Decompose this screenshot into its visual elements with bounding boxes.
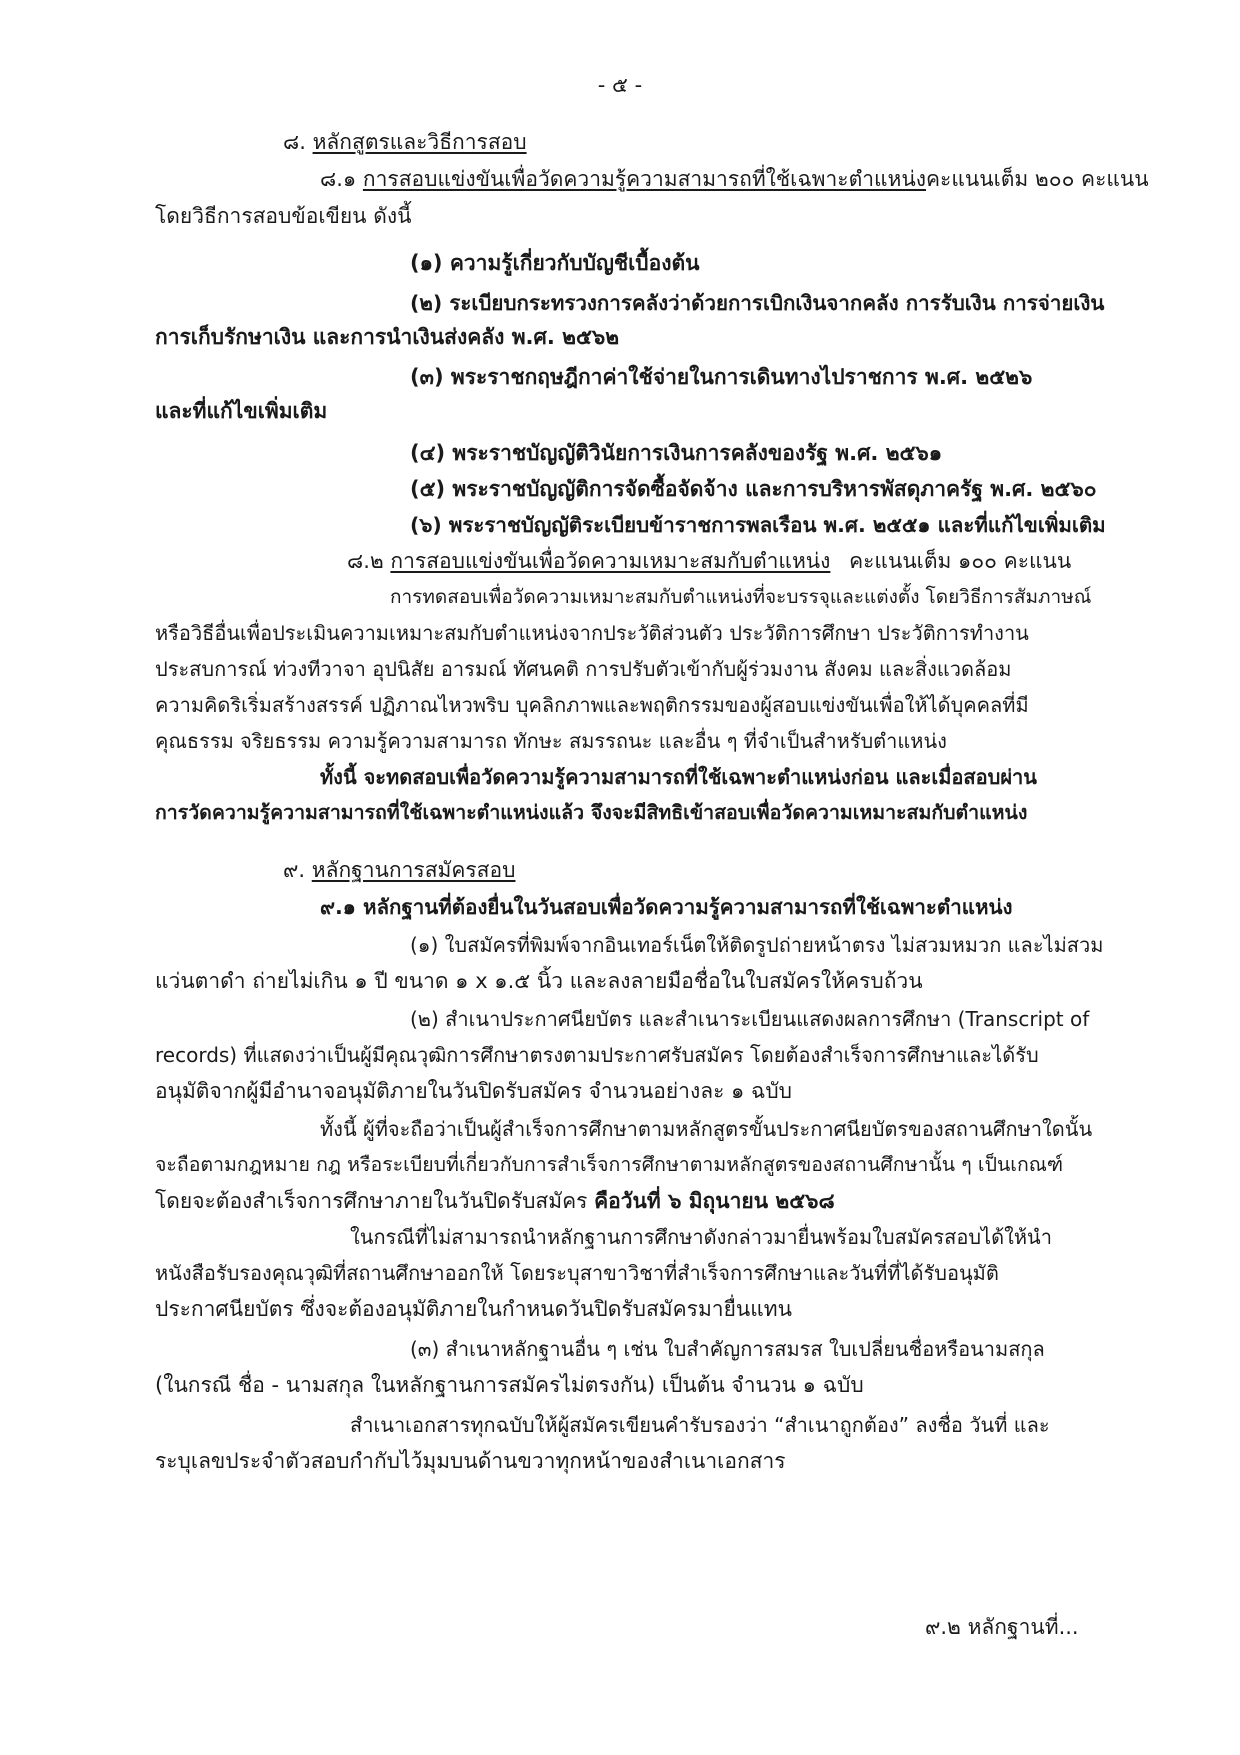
section-8-2-note-1: ทั้งนี้ จะทดสอบเพื่อวัดความรู้ความสามารถที่ใช้เฉพาะตำแหน่งก่อน และเมื่อสอบผ่าน bbox=[320, 765, 1037, 789]
exam-subject-1: (๑) ความรู้เกี่ยวกับบัญชีเบื้องต้น bbox=[410, 251, 700, 275]
evidence-2-line-1: (๒) สำเนาประกาศนียบัตร และสำเนาระเบียนแสดงผลการศึกษา (Transcript of bbox=[410, 1007, 1090, 1031]
alternative-doc-line-1: ในกรณีที่ไม่สามารถนำหลักฐานการศึกษาดังกล่าวมายื่นพร้อมใบสมัครสอบได้ให้นำ bbox=[350, 1225, 1052, 1249]
section-8-1-method: โดยวิธีการสอบข้อเขียน ดังนี้ bbox=[155, 204, 412, 228]
section-8-2-score: คะแนนเต็ม ๑๐๐ คะแนน bbox=[849, 549, 1072, 573]
graduation-deadline-text: โดยจะต้องสำเร็จการศึกษาภายในวันปิดรับสมัคร bbox=[155, 1189, 588, 1213]
exam-subject-5: (๕) พระราชบัญญัติการจัดซื้อจัดจ้าง และการบริหารพัสดุภาครัฐ พ.ศ. ๒๕๖๐ bbox=[410, 477, 1097, 501]
evidence-3-line-1: (๓) สำเนาหลักฐานอื่น ๆ เช่น ใบสำคัญการสมรส ใบเปลี่ยนชื่อหรือนามสกุล bbox=[410, 1337, 1045, 1361]
section-9-heading bbox=[283, 855, 515, 885]
graduation-note-line-1: ทั้งนี้ ผู้ที่จะถือว่าเป็นผู้สำเร็จการศึกษาตามหลักสูตรขั้นประกาศนียบัตรของสถานศึกษาใดนั้น bbox=[320, 1117, 1093, 1141]
evidence-3-line-2: (ในกรณี ชื่อ - นามสกุล ในหลักฐานการสมัครไม่ตรงกัน) เป็นต้น จำนวน ๑ ฉบับ bbox=[155, 1373, 864, 1397]
evidence-1-line-2: แว่นตาดำ ถ่ายไม่เกิน ๑ ปี ขนาด ๑ x ๑.๕ นิ้ว และลงลายมือชื่อในใบสมัครให้ครบถ้วน bbox=[155, 969, 923, 993]
exam-subject-6: (๖) พระราชบัญญัติระเบียบข้าราชการพลเรือน พ.ศ. ๒๕๕๑ และที่แก้ไขเพิ่มเติม bbox=[410, 513, 1106, 537]
section-8-1-score: คะแนนเต็ม ๒๐๐ คะแนน bbox=[926, 167, 1149, 191]
exam-subject-3: (๓) พระราชกฤษฎีกาค่าใช้จ่ายในการเดินทางไปราชการ พ.ศ. ๒๕๒๖ bbox=[410, 365, 1033, 389]
section-8-2-line-4: ความคิดริเริ่มสร้างสรรค์ ปฏิภาณไหวพริบ บุคลิกภาพและพฤติกรรมของผู้สอบแข่งขันเพื่อให้ได้บุคคลที่มี bbox=[155, 693, 1029, 717]
copy-certification-line-2: ระบุเลขประจำตัวสอบกำกับไว้มุมบนด้านขวาทุกหน้าของสำเนาเอกสาร bbox=[155, 1449, 786, 1473]
exam-subject-4: (๔) พระราชบัญญัติวินัยการเงินการคลังของรัฐ พ.ศ. ๒๕๖๑ bbox=[410, 441, 943, 465]
page-number: - ๕ - bbox=[597, 73, 643, 97]
section-8-2-title: การสอบแข่งขันเพื่อวัดความเหมาะสมกับตำแหน่ง bbox=[390, 549, 831, 573]
continuation-footer: ๙.๒ หลักฐานที่... bbox=[925, 1615, 1079, 1639]
evidence-1-line-1: (๑) ใบสมัครที่พิมพ์จากอินเทอร์เน็ตให้ติดรูปถ่ายหน้าตรง ไม่สวมหมวก และไม่สวม bbox=[410, 933, 1104, 957]
section-8-2-heading bbox=[347, 546, 1071, 576]
section-8-1-heading bbox=[320, 164, 1149, 194]
section-8-2-number: ๘.๒ bbox=[347, 549, 384, 573]
alternative-doc-line-3: ประกาศนียบัตร ซึ่งจะต้องอนุมัติภายในกำหนดวันปิดรับสมัครมายื่นแทน bbox=[155, 1297, 792, 1321]
alternative-doc-line-2: หนังสือรับรองคุณวุฒิที่สถานศึกษาออกให้ โดยระบุสาขาวิชาที่สำเร็จการศึกษาและวันที่ที่ได้รับอนุมัติ bbox=[155, 1261, 999, 1285]
section-9-1-title: ๙.๑ หลักฐานที่ต้องยื่นในวันสอบเพื่อวัดความรู้ความสามารถที่ใช้เฉพาะตำแหน่ง bbox=[320, 895, 1013, 919]
evidence-2-line-3: อนุมัติจากผู้มีอำนาจอนุมัติภายในวันปิดรับสมัคร จำนวนอย่างละ ๑ ฉบับ bbox=[155, 1079, 793, 1103]
exam-subject-2: (๒) ระเบียบกระทรวงการคลังว่าด้วยการเบิกเงินจากคลัง การรับเงิน การจ่ายเงิน bbox=[410, 291, 1105, 315]
section-8-1-title: การสอบแข่งขันเพื่อวัดความรู้ความสามารถที่ใช้เฉพาะตำแหน่ง bbox=[362, 167, 926, 191]
graduation-note-line-2: จะถือตามกฎหมาย กฎ หรือระเบียบที่เกี่ยวกับการสำเร็จการศึกษาตามหลักสูตรของสถานศึกษานั้น ๆ เป็นเกณฑ์ bbox=[155, 1153, 1064, 1176]
exam-subject-3-cont: และที่แก้ไขเพิ่มเติม bbox=[155, 399, 328, 423]
section-8-2-line-5: คุณธรรม จริยธรรม ความรู้ความสามารถ ทักษะ สมรรถนะ และอื่น ๆ ที่จำเป็นสำหรับตำแหน่ง bbox=[155, 729, 947, 753]
evidence-2-line-2: records) ที่แสดงว่าเป็นผู้มีคุณวุฒิการศึกษาตรงตามประกาศรับสมัคร โดยต้องสำเร็จการศึกษาและได้รับ bbox=[155, 1043, 1039, 1067]
section-8-2-line-3: ประสบการณ์ ท่วงทีวาจา อุปนิสัย อารมณ์ ทัศนคติ การปรับตัวเข้ากับผู้ร่วมงาน สังคม และสิ่งแวดล้อม bbox=[155, 657, 1012, 681]
copy-certification-line-1: สำเนาเอกสารทุกฉบับให้ผู้สมัครเขียนคำรับรองว่า “สำเนาถูกต้อง” ลงชื่อ วันที่ และ bbox=[350, 1413, 1050, 1437]
exam-subject-2-cont: การเก็บรักษาเงิน และการนำเงินส่งคลัง พ.ศ. ๒๕๖๒ bbox=[155, 325, 620, 349]
section-8-title: หลักสูตรและวิธีการสอบ bbox=[312, 130, 527, 154]
section-9-number: ๙. bbox=[283, 858, 306, 882]
section-8-2-line-2: หรือวิธีอื่นเพื่อประเมินความเหมาะสมกับตำแหน่งจากประวัติส่วนตัว ประวัติการศึกษา ประวัติการทำงาน bbox=[155, 621, 1029, 645]
section-8-heading bbox=[283, 127, 527, 157]
graduation-note-line-3 bbox=[155, 1186, 835, 1216]
section-9-title: หลักฐานการสมัครสอบ bbox=[311, 858, 516, 882]
section-8-2-note-2: การวัดความรู้ความสามารถที่ใช้เฉพาะตำแหน่งแล้ว จึงจะมีสิทธิเข้าสอบเพื่อวัดความเหมาะสมกับตำแหน่ง bbox=[155, 801, 1028, 824]
section-8-2-line-1: การทดสอบเพื่อวัดความเหมาะสมกับตำแหน่งที่จะบรรจุและแต่งตั้ง โดยวิธีการสัมภาษณ์ bbox=[390, 586, 1092, 608]
graduation-deadline-date: คือวันที่ ๖ มิถุนายน ๒๕๖๘ bbox=[594, 1189, 835, 1213]
section-8-number: ๘. bbox=[283, 130, 306, 154]
section-8-1-number: ๘.๑ bbox=[320, 167, 357, 191]
